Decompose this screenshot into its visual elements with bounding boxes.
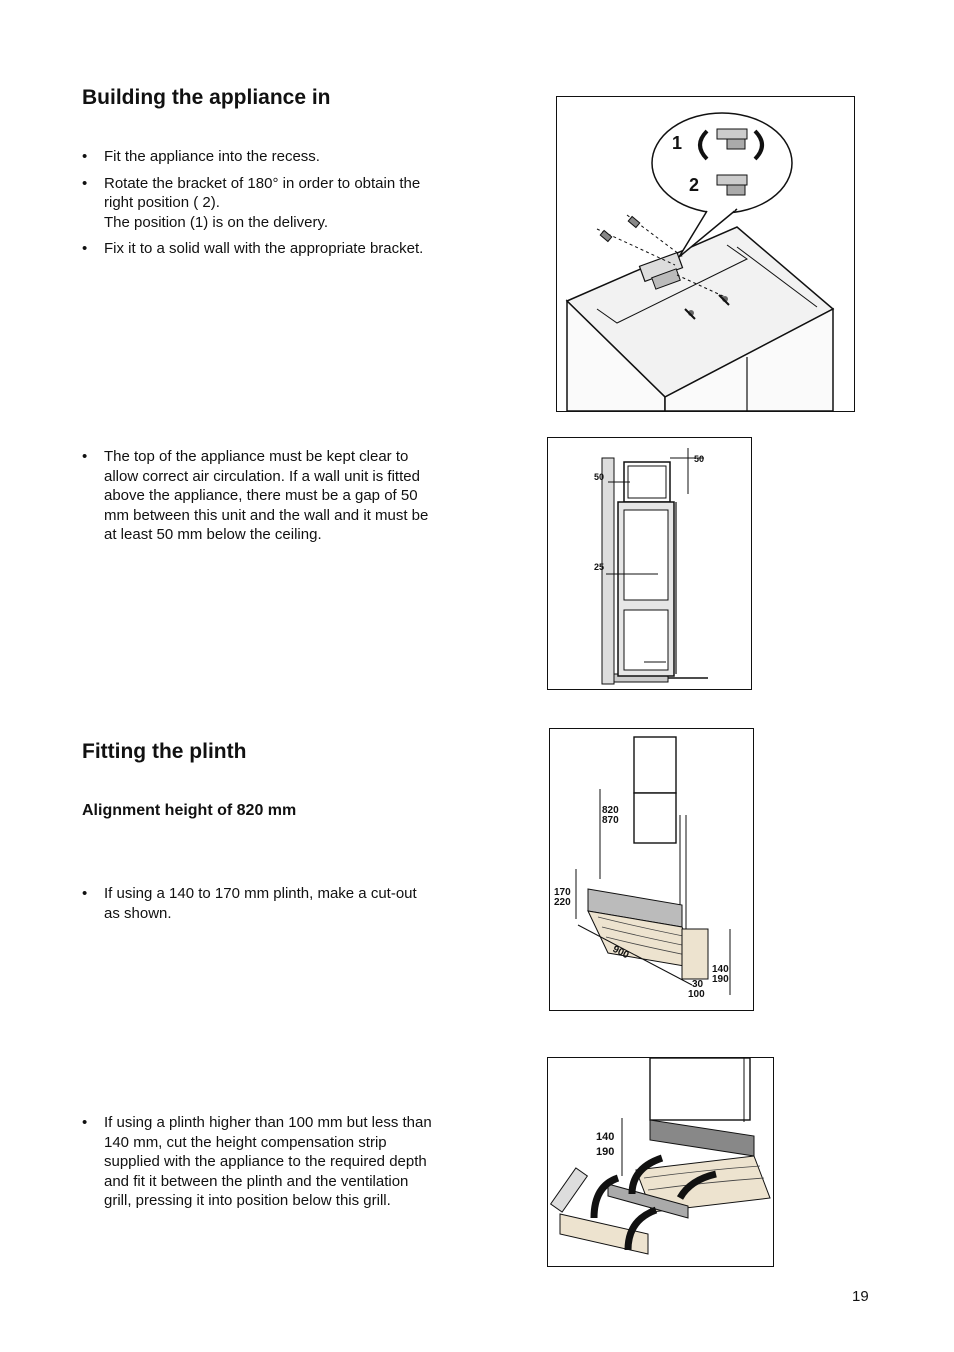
label-position-1: 1 (672, 133, 683, 153)
bullet-line: • Fit the appliance into the recess. (104, 148, 320, 165)
bullet-line: The position (1) is on the delivery. (104, 213, 328, 231)
bullet-plinth-cutout (82, 884, 462, 923)
label-position-2: 2 (689, 175, 700, 195)
label-strip-190: 190 (596, 1146, 615, 1158)
bullet-fix-wall (82, 239, 462, 259)
figure-bracket-rotation (556, 96, 855, 412)
label-depth-900: 900 (610, 943, 631, 962)
heading-building-in: Building the appliance in (82, 86, 331, 109)
figure-air-circulation (547, 437, 752, 690)
bullet-line: • Rotate the bracket of 180° in order to obtain the (104, 174, 421, 192)
bullet-line: 140 mm, cut the height compensation strip (104, 1133, 387, 1151)
label-cut-30: 30 (692, 979, 704, 990)
bullet-line: and fit it between the plinth and the ventilation (104, 1172, 409, 1190)
bullet-list-building-in (82, 147, 462, 266)
bullet-line: • Fix it to a solid wall with the appropriate bracket. (104, 240, 424, 257)
page-number: 19 (852, 1288, 869, 1305)
label-cut-140: 140 (712, 964, 729, 975)
bullet-line: as shown. (104, 904, 172, 922)
bullet-line: supplied with the appliance to the required depth (104, 1153, 427, 1170)
bullet-line: mm between this unit and the wall and it must be (104, 506, 429, 524)
figure-plinth-cutout (549, 728, 754, 1011)
label-wall-gap: 50 (594, 472, 605, 482)
bullet-list-plinth-cutout (82, 884, 462, 930)
bullet-air-clearance (82, 447, 462, 545)
subheading-alignment-height: Alignment height of 820 mm (82, 802, 297, 819)
label-side-gap: 25 (594, 562, 605, 572)
bullet-list-compensation-strip (82, 1113, 462, 1218)
bullet-line: right position ( 2). (104, 194, 220, 211)
label-cut-190: 190 (712, 974, 729, 985)
bullet-line: above the appliance, there must be a gap of 50 (104, 487, 418, 504)
figure-compensation-strip (547, 1057, 774, 1267)
bullet-line: • If using a plinth higher than 100 mm but less than (104, 1114, 432, 1131)
label-top-gap: 50 (694, 454, 705, 464)
label-cut-100: 100 (688, 989, 705, 1000)
bullet-list-air-circulation (82, 447, 462, 552)
bullet-fit-recess (82, 147, 462, 167)
bullet-compensation-strip (82, 1113, 462, 1211)
heading-fitting-plinth: Fitting the plinth (82, 740, 247, 763)
label-height-870: 870 (602, 815, 619, 826)
bullet-line: • If using a 140 to 170 mm plinth, make a cut-out (104, 885, 417, 902)
bullet-line: allow correct air circulation. If a wall unit is fitted (104, 467, 420, 485)
bullet-line: grill, pressing it into position below this grill. (104, 1192, 391, 1209)
bullet-rotate-bracket (82, 174, 462, 233)
label-plinth-170: 170 (554, 887, 571, 898)
bullet-line: • The top of the appliance must be kept clear to (104, 448, 409, 465)
label-height-820: 820 (602, 805, 619, 816)
label-strip-140: 140 (596, 1131, 615, 1143)
bullet-line: at least 50 mm below the ceiling. (104, 526, 322, 543)
label-plinth-220: 220 (554, 897, 571, 908)
